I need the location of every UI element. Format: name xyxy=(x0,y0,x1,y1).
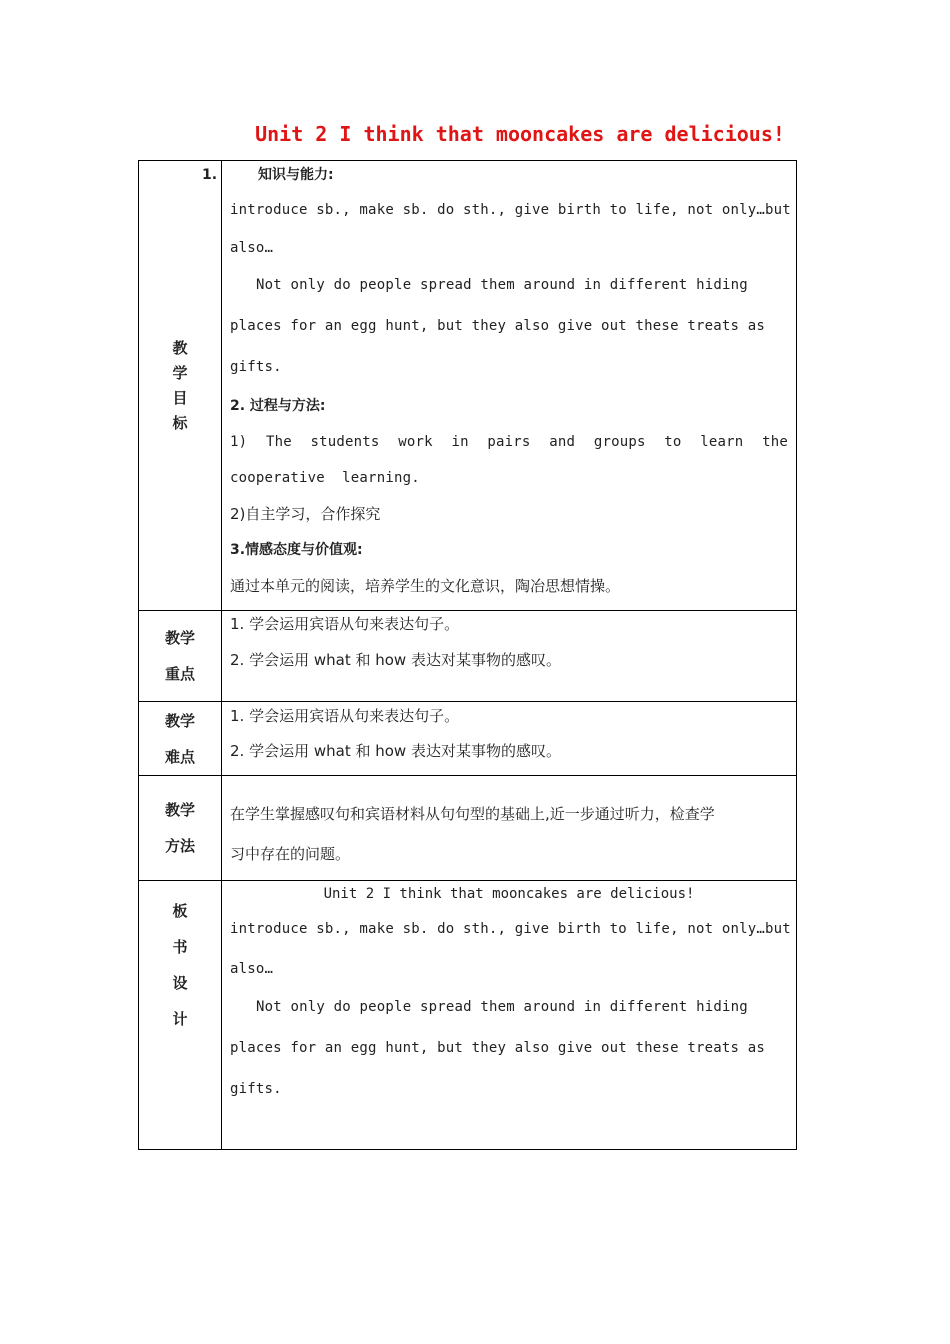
board-row xyxy=(139,881,797,1150)
label-char: 板 xyxy=(172,902,188,920)
word: work xyxy=(398,434,433,450)
text-line: also… xyxy=(230,240,274,256)
section-heading: 3.情感态度与价值观: xyxy=(230,542,363,558)
methods-label xyxy=(139,776,222,881)
text-line: 在学生掌握感叹句和宾语材料从句句型的基础上,近一步通过听力，检查学 xyxy=(230,805,715,823)
text-line: Not only do people spread them around in different hiding xyxy=(256,277,748,293)
label-char: 教 xyxy=(172,338,188,357)
text-line-justified xyxy=(230,424,788,460)
label-text: 难点 xyxy=(164,747,195,766)
section-heading: 知识与能力: xyxy=(258,167,334,183)
methods-row xyxy=(139,776,797,881)
word: pairs xyxy=(487,434,531,450)
label-char: 设 xyxy=(172,974,188,992)
label-text: 教学 xyxy=(164,801,195,819)
text-line: 1. 学会运用宾语从句来表达句子。 xyxy=(230,615,460,633)
difficulties-row xyxy=(139,702,797,776)
objective-number: 1. xyxy=(202,167,218,183)
text-line: 习中存在的问题。 xyxy=(230,845,351,863)
text-line: also… xyxy=(230,961,274,977)
text-line: 1. 学会运用宾语从句来表达句子。 xyxy=(230,707,460,725)
board-content xyxy=(222,881,797,1150)
text-line: 2. 学会运用 what 和 how 表达对某事物的感叹。 xyxy=(230,742,561,760)
text-line: Not only do people spread them around in different hiding xyxy=(256,999,748,1015)
text-line: 2)自主学习，合作探究 xyxy=(230,505,381,523)
label-text: 重点 xyxy=(164,665,195,683)
text-line: 2. 学会运用 what 和 how 表达对某事物的感叹。 xyxy=(230,651,561,669)
text-line: introduce sb., make sb. do sth., give birth to life, not only…but xyxy=(230,921,791,937)
label-char: 标 xyxy=(172,413,188,432)
label-char: 目 xyxy=(172,388,188,407)
word: groups xyxy=(593,434,646,450)
difficulties-label xyxy=(139,702,222,776)
board-title: Unit 2 I think that mooncakes are delicious! xyxy=(323,886,695,902)
objectives-content xyxy=(202,161,797,611)
board-label xyxy=(139,881,222,1150)
label-char: 书 xyxy=(172,938,188,956)
keypoints-content xyxy=(222,611,797,702)
word: students xyxy=(310,434,380,450)
lesson-plan-table xyxy=(138,160,797,1150)
text-line: gifts. xyxy=(230,359,282,375)
label-char: 学 xyxy=(172,363,188,382)
word: The xyxy=(265,434,292,450)
keypoints-label xyxy=(139,611,222,702)
label-text: 教学 xyxy=(164,711,195,730)
section-heading: 2. 过程与方法: xyxy=(230,398,326,414)
word: to xyxy=(664,434,682,450)
word: the xyxy=(762,434,788,450)
word: 1) xyxy=(230,434,248,450)
objectives-label xyxy=(139,161,222,611)
word: in xyxy=(451,434,469,450)
text-line: gifts. xyxy=(230,1081,282,1097)
word: and xyxy=(549,434,576,450)
methods-content xyxy=(222,776,797,881)
text-line: places for an egg hunt, but they also give out these treats as xyxy=(230,318,765,334)
keypoints-row xyxy=(139,611,797,702)
label-char: 计 xyxy=(172,1010,188,1028)
text-line: introduce sb., make sb. do sth., give birth to life, not only…but xyxy=(230,202,791,218)
page-title: Unit 2 I think that mooncakes are delicious! xyxy=(255,122,785,146)
text-line: cooperative learning. xyxy=(230,470,420,486)
objectives-row xyxy=(139,161,797,611)
difficulties-content xyxy=(222,702,797,776)
label-text: 教学 xyxy=(164,629,195,647)
label-text: 方法 xyxy=(164,837,195,855)
text-line: places for an egg hunt, but they also give out these treats as xyxy=(230,1040,765,1056)
text-line: 通过本单元的阅读，培养学生的文化意识，陶冶思想情操。 xyxy=(230,577,621,595)
word: learn xyxy=(700,434,744,450)
